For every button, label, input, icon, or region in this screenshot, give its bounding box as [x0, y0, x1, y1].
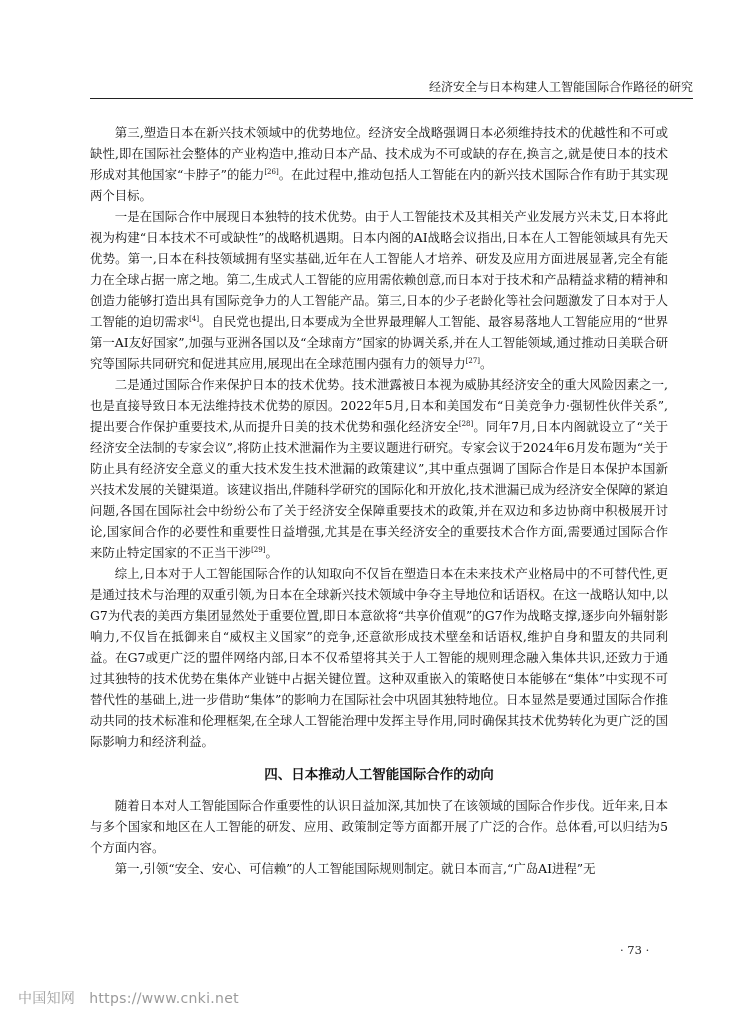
- paragraph-text: 一是在国际合作中展现日本独特的技术优势。由于人工智能技术及其相关产业发展方兴未艾,日本将此视为构建“日本技术不可或缺性”的战略机遇期。日本内阁的AI战略会议指出,日本在人工智能领域具有先天优势。第一,日本在科技领域拥有坚实基础,近年在人工智能人才培养、研发及应用方面进展显著,完全有能力在全球占据一席之地。第二,生成式人工智能的应用需依赖创意,而日本对于技术和产品精益求精的精神和创造力能够打造出具有国际竞争力的人工智能产品。第三,日本的少子老龄化等社会问题激发了日本对于人工智能的迫切需求: [90, 209, 668, 329]
- citation-ref: [4]: [189, 315, 200, 323]
- watermark-site-name: 中国知网: [18, 991, 76, 1007]
- paragraph: [90, 206, 668, 374]
- paragraph: [90, 563, 668, 752]
- citation-ref: [28]: [458, 420, 474, 428]
- running-header: [90, 78, 693, 99]
- paragraph-text: 。自民党也提出,日本要成为全世界最理解人工智能、最容易落地人工智能应用的“世界第一AI友好国家”,加强与亚洲各国以及“全球南方”国家的协调关系,并在人工智能领域,通过推动日美联合研究等国际共同研究和促进其应用,展现出在全球范围内强有力的领导力: [90, 314, 669, 371]
- paragraph: 随着日本对人工智能国际合作重要性的认识日益加深,其加快了在该领域的国际合作步伐。近年来,日本与多个国家和地区在人工智能的研发、应用、政策制定等方面都开展了广泛的合作。总体看,可以归结为5个方面内容。: [90, 798, 668, 855]
- paragraph-text: 综上,日本对于人工智能国际合作的认知取向不仅旨在塑造日本在未来技术产业格局中的不可替代性,更是通过技术与治理的双重引领,为日本在全球新兴技术领域中争夺主导地位和话语权。在这一战略认知中,以G7为代表的美西方集团显然处于重要位置,即日本意欲将“共享价值观”的G7作为战略支撑,逐步向外辐射影响力,不仅旨在抵御来自“威权主义国家”的竞争,还意欲形成技术壁垒和话语权,维护自身和盟友的共同利益。在G7或更广泛的盟伴网络内部,日本不仅希望将其关于人工智能的规则理念融入集体共识,还致力于通过其独特的技术优势在集体产业链中占据关键位置。这种双重嵌入的策略使日本能够在“集体”中实现不可替代性的基础上,进一步借助“集体”的影响力在国际社会中巩固其独特地位。日本显然是要通过国际合作推动共同的技术标准和伦理框架,在全球人工智能治理中发挥主导作用,同时确保其技术优势转化为更广泛的国际影响力和经济利益。: [90, 566, 668, 749]
- paragraph-text: 第三,塑造日本在新兴技术领域中的优势地位。经济安全战略强调日本必须维持技术的优越性和不可或缺性,即在国际社会整体的产业构造中,推动日本产品、技术成为不可或缺的存在,换言之,就是使日本的技术形成对其他国家“卡脖子”的能力: [90, 125, 668, 182]
- paragraph-text: 。在此过程中,推动包括人工智能在内的新兴技术国际合作有助于其实现两个目标。: [90, 167, 668, 203]
- citation-ref: [27]: [465, 357, 481, 365]
- running-title: 经济安全与日本构建人工智能国际合作路径的研究: [428, 80, 693, 94]
- citation-ref: [29]: [251, 546, 266, 554]
- paragraph-text: 。同年7月,日本内阁就设立了“关于经济安全法制的专家会议”,将防止技术泄漏作为主要议题进行研究。专家会议于2024年6月发布题为“关于防止具有经济安全意义的重大技术发生技术泄漏的政策建议”,其中重点强调了国际合作是日本保护本国新兴技术发展的关键渠道。该建议指出,伴随科学研究的国际化和开放化,技术泄漏已成为经济安全保障的紧迫问题,各国在国际社会中纷纷公布了关于经济安全保障重要技术的政策,并在双边和多边协商中积极展开讨论,国家间合作的必要性和重要性日益增强,尤其是在事关经济安全的重要技术合作方面,需要通过国际合作来防止特定国家的不正当干涉: [90, 419, 668, 560]
- paragraph: [90, 374, 668, 563]
- paragraph: [90, 122, 668, 206]
- watermark-url[interactable]: https://www.cnki.net: [89, 991, 239, 1007]
- paragraph: 第一,引领“安全、安心、可信赖”的人工智能国际规则制定。就日本而言,“广岛AI进程”无: [114, 861, 596, 876]
- paragraph-text: 。: [480, 356, 493, 371]
- watermark: [18, 988, 239, 1008]
- article-body: [90, 122, 668, 879]
- section-heading: 四、日本推动人工智能国际合作的动向: [264, 767, 494, 783]
- page-number: · 73 ·: [620, 943, 650, 957]
- paragraph-text: 二是通过国际合作来保护日本的技术优势。技术泄露被日本视为威胁其经济安全的重大风险因素之一,也是直接导致日本无法维持技术优势的原因。2022年5月,日本和美国发布“日美竞争力·强韧性伙伴关系”,提出要合作保护重要技术,从而提升日美的技术优势和强化经济安全: [90, 377, 668, 434]
- paragraph-text: 。: [265, 545, 278, 560]
- citation-ref: [26]: [264, 168, 279, 176]
